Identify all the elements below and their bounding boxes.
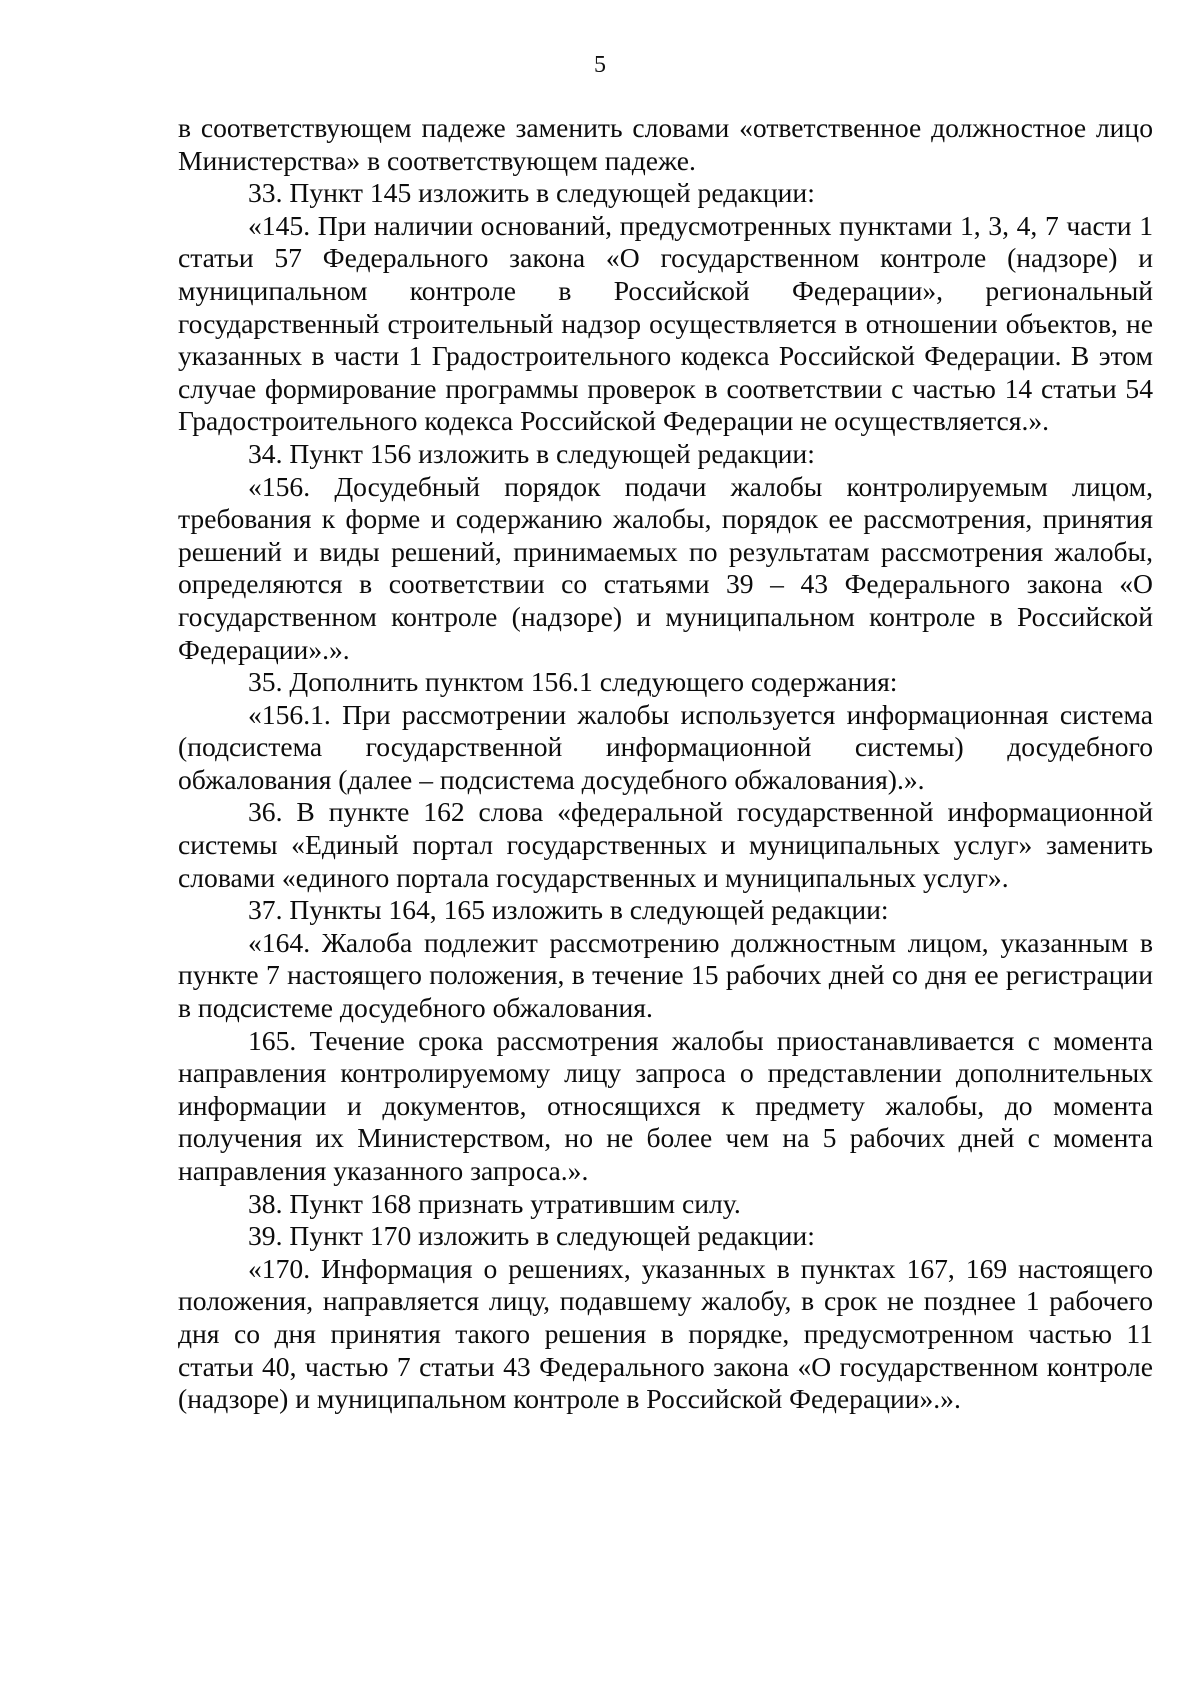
page-number: 5: [594, 52, 606, 78]
paragraph-item-39: 39. Пункт 170 изложить в следующей редакции:: [248, 1220, 815, 1252]
paragraph-quote-165: 165. Течение срока рассмотрения жалобы приостанавливается с момента направления контролируемому лицу запроса о представлении дополнительных информации и документов, относящихся к предмету жалобы, до момента получения их Министерством, но не более чем на 5 рабочих дней с момента направления указанного запроса.».: [178, 1024, 1153, 1186]
paragraph-continuation: в соответствующем падеже заменить словами «ответственное должностное лицо Министерства» в соответствующем падеже.: [178, 112, 1153, 176]
paragraph-quote-156-1: «156.1. При рассмотрении жалобы используется информационная система (подсистема государственной информационной системы) досудебного обжалования (далее – подсистема досудебного обжалования).».: [178, 698, 1153, 795]
paragraph-item-33: 33. Пункт 145 изложить в следующей редакции:: [248, 177, 815, 209]
paragraph-quote-156: «156. Досудебный порядок подачи жалобы контролируемым лицом, требования к форме и содержанию жалобы, порядок ее рассмотрения, принятия решений и виды решений, принимаемых по результатам рассмотрения жалобы, определяются в соответствии со статьями 39 – 43 Федерального закона «О государственном контроле (надзоре) и муниципальном контроле в Российской Федерации».».: [178, 470, 1153, 665]
paragraph-quote-145: «145. При наличии оснований, предусмотренных пунктами 1, 3, 4, 7 части 1 статьи 57 Федерального закона «О государственном контроле (надзоре) и муниципальном контроле в Российской Федерации», региональный государственный строительный надзор осуществляется в отношении объектов, не указанных в части 1 Градостроительного кодекса Российской Федерации. В этом случае формирование программы проверок в соответствии с частью 14 статьи 54 Градостроительного кодекса Российской Федерации не осуществляется.».: [178, 209, 1153, 437]
paragraph-quote-164: «164. Жалоба подлежит рассмотрению должностным лицом, указанным в пункте 7 настоящего положения, в течение 15 рабочих дней со дня ее регистрации в подсистеме досудебного обжалования.: [178, 926, 1153, 1024]
paragraph-quote-170: «170. Информация о решениях, указанных в пунктах 167, 169 настоящего положения, направляется лицу, подавшему жалобу, в срок не позднее 1 рабочего дня со дня принятия такого решения в порядке, предусмотренном частью 11 статьи 40, частью 7 статьи 43 Федерального закона «О государственном контроле (надзоре) и муниципальном контроле в Российской Федерации».».: [178, 1252, 1153, 1415]
paragraph-item-35: 35. Дополнить пунктом 156.1 следующего содержания:: [248, 666, 898, 698]
paragraph-item-34: 34. Пункт 156 изложить в следующей редакции:: [248, 437, 815, 469]
paragraph-item-36: 36. В пункте 162 слова «федеральной государственной информационной системы «Единый портал государственных и муниципальных услуг» заменить словами «единого портала государственных и муниципальных услуг».: [178, 796, 1153, 893]
paragraph-item-37: 37. Пункты 164, 165 изложить в следующей редакции:: [248, 894, 889, 926]
paragraph-item-38: 38. Пункт 168 признать утратившим силу.: [248, 1187, 741, 1219]
document-body: [178, 112, 1153, 1416]
